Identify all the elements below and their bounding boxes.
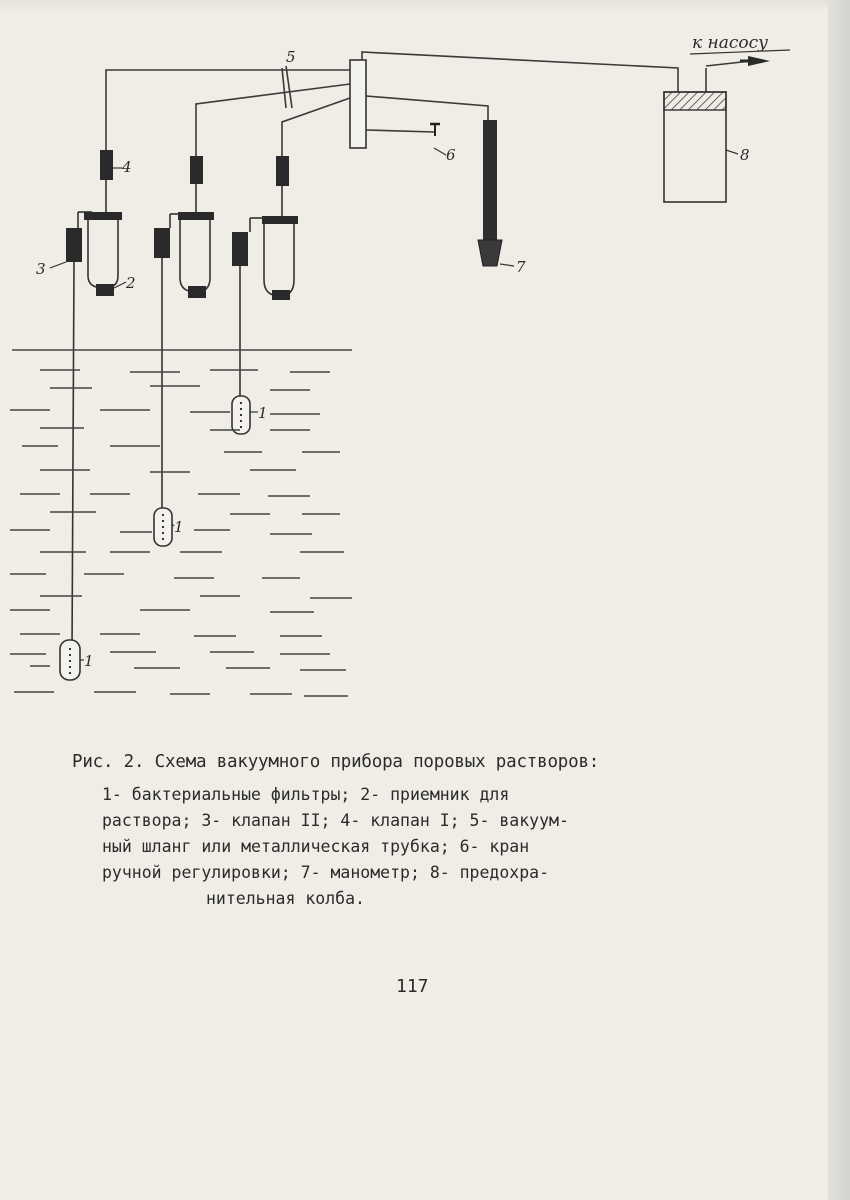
sampler-assembly-middle xyxy=(154,156,214,546)
caption-line: 1- бактериальные фильтры; 2- приемник для xyxy=(102,785,510,804)
caption-line: нительная колба. xyxy=(206,889,365,908)
pump-label: к насосу xyxy=(692,33,769,53)
manometer xyxy=(478,120,502,266)
callout-leader-5b xyxy=(286,66,292,108)
callout-5-label: 5 xyxy=(286,48,296,66)
callout-1-label-left: 1 xyxy=(84,652,94,670)
caption-title: Рис. 2. Схема вакуумного прибора поровых растворов: xyxy=(72,752,600,772)
pump-arrow xyxy=(740,56,770,66)
pump-line xyxy=(362,52,678,92)
page-number: 117 xyxy=(396,976,429,997)
caption-line: раствора; 3- клапан II; 4- клапан I; 5- вакуум- xyxy=(102,811,569,830)
callout-8-label: 8 xyxy=(740,146,750,164)
hose-line-1 xyxy=(106,70,350,150)
receiver-left xyxy=(88,220,118,288)
caption-line: ный шланг или металлическая трубка; 6- кран xyxy=(102,837,530,856)
safety-flask xyxy=(664,92,726,202)
adjustment-tap xyxy=(430,124,440,136)
callout-6-label: 6 xyxy=(446,146,456,164)
figure-caption xyxy=(72,752,772,912)
caption-line: ручной регулировки; 7- манометр; 8- предохра- xyxy=(102,863,550,882)
hose-line-2 xyxy=(196,84,350,156)
manometer-line xyxy=(366,96,488,120)
callout-leaders xyxy=(50,148,738,660)
callout-3-label: 3 xyxy=(36,260,46,278)
caption-body xyxy=(72,782,772,912)
callout-1-label-right: 1 xyxy=(258,404,268,422)
callout-4-label: 4 xyxy=(122,158,132,176)
callout-7-label: 7 xyxy=(516,258,526,276)
callout-2-label: 2 xyxy=(126,274,136,292)
valve-two-left xyxy=(66,228,82,262)
callout-1-label-middle: 1 xyxy=(174,518,184,536)
sampler-assembly-left xyxy=(60,150,122,680)
callout-leader-5 xyxy=(282,68,286,108)
tap-line xyxy=(366,130,434,132)
sampler-assembly-right xyxy=(232,156,298,434)
manifold-block xyxy=(350,60,366,148)
tubing-lines xyxy=(106,52,760,156)
valve-one-left xyxy=(100,150,113,180)
